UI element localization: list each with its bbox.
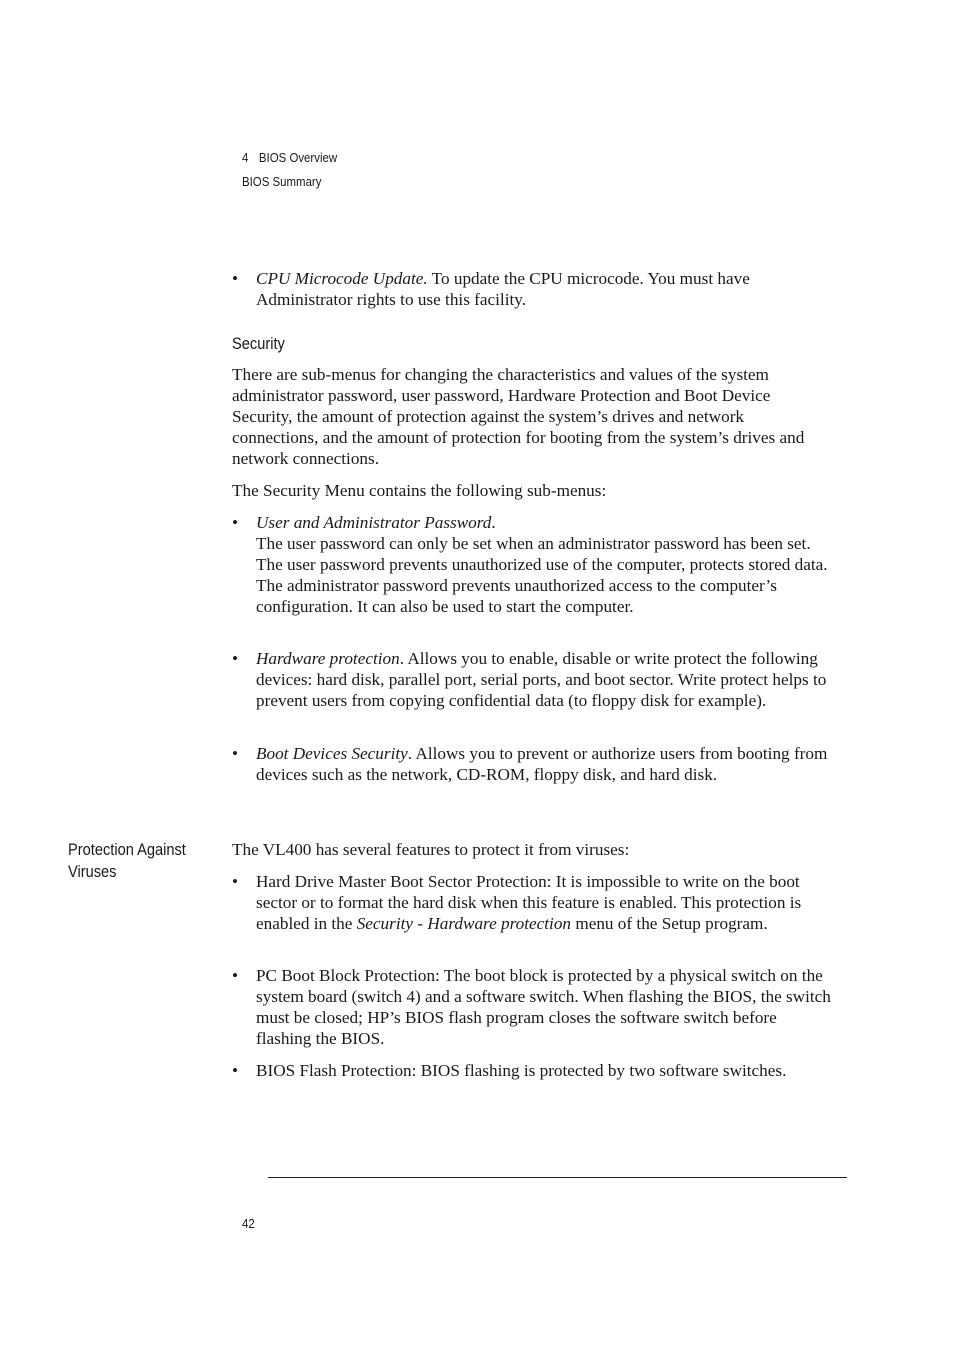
paragraph: The VL400 has several features to protect it from viruses: xyxy=(232,840,630,859)
bullet-detail: The administrator password prevents unauthorized access to the computer’s configuration. It can also be used to start the computer. xyxy=(256,576,777,616)
bullet-text: . Allows you to enable, disable or write protect the following devices: hard disk, parallel port, serial ports, and boot sector. Write protect helps to prevent users from copying confidential data (to floppy disk for example). xyxy=(256,649,827,710)
bullet-lead: Hardware protection xyxy=(256,649,400,668)
footer-rule xyxy=(268,1177,847,1178)
bullet-text: . xyxy=(491,513,496,532)
page-number: 42 xyxy=(242,1216,255,1231)
margin-heading: Protection Against Viruses xyxy=(68,840,186,881)
bullet-text: . Allows you to prevent or authorize users from booting from devices such as the network, CD-ROM, floppy disk, and hard disk. xyxy=(256,744,828,784)
bullet-marker: • xyxy=(232,269,239,288)
chapter-title: BIOS Overview xyxy=(258,150,338,165)
bullet-marker: • xyxy=(232,513,239,532)
paragraph: The Security Menu contains the following sub-menus: xyxy=(232,481,607,500)
list-item xyxy=(232,648,832,711)
list-item xyxy=(232,1060,832,1081)
list-item xyxy=(232,871,832,934)
bullet-emphasis: Security - Hardware protection xyxy=(356,914,572,933)
chapter-number: 4 xyxy=(242,150,249,165)
running-header-chapter xyxy=(242,150,337,165)
bullet-text: Hard Drive Master Boot Sector Protection: It is impossible to write on the boot sector or to format the hard disk when this feature is enabled. This protection is enabled in the xyxy=(256,872,802,933)
bullet-marker: • xyxy=(232,744,239,763)
paragraph: There are sub-menus for changing the characteristics and values of the system administrator password, user password, Hardware Protection and Boot Device Security, the amount of protection against the system’s drives and network connections, and the amount of protection for booting from the system’s drives and network connections. xyxy=(232,365,805,468)
section-heading: Security xyxy=(232,334,285,353)
bullet-lead: User and Administrator Password xyxy=(256,513,492,532)
bullet-lead: CPU Microcode Update. xyxy=(256,269,428,288)
list-item xyxy=(232,268,832,310)
running-header-section: BIOS Summary xyxy=(242,174,322,189)
bullet-marker: • xyxy=(232,872,239,891)
bullet-marker: • xyxy=(232,966,239,985)
bullet-text: BIOS Flash Protection: BIOS flashing is protected by two software switches. xyxy=(256,1061,787,1080)
bullet-detail: The user password can only be set when an administrator password has been set. The user password prevents unauthorized use of the computer, protects stored data. xyxy=(256,534,828,574)
bullet-text: PC Boot Block Protection: The boot block is protected by a physical switch on the system board (switch 4) and a software switch. When flashing the BIOS, the switch must be closed; HP’s BIOS flash program closes the software switch before flashing the BIOS. xyxy=(256,966,831,1048)
list-item xyxy=(232,743,832,785)
bullet-text: menu of the Setup program. xyxy=(571,914,768,933)
list-item xyxy=(232,512,832,617)
bullet-marker: • xyxy=(232,649,239,668)
bullet-lead: Boot Devices Security xyxy=(256,744,408,763)
bullet-marker: • xyxy=(232,1061,239,1080)
bullet-text: To update the CPU microcode. You must have Administrator rights to use this facility. xyxy=(256,269,750,309)
list-item xyxy=(232,965,832,1049)
